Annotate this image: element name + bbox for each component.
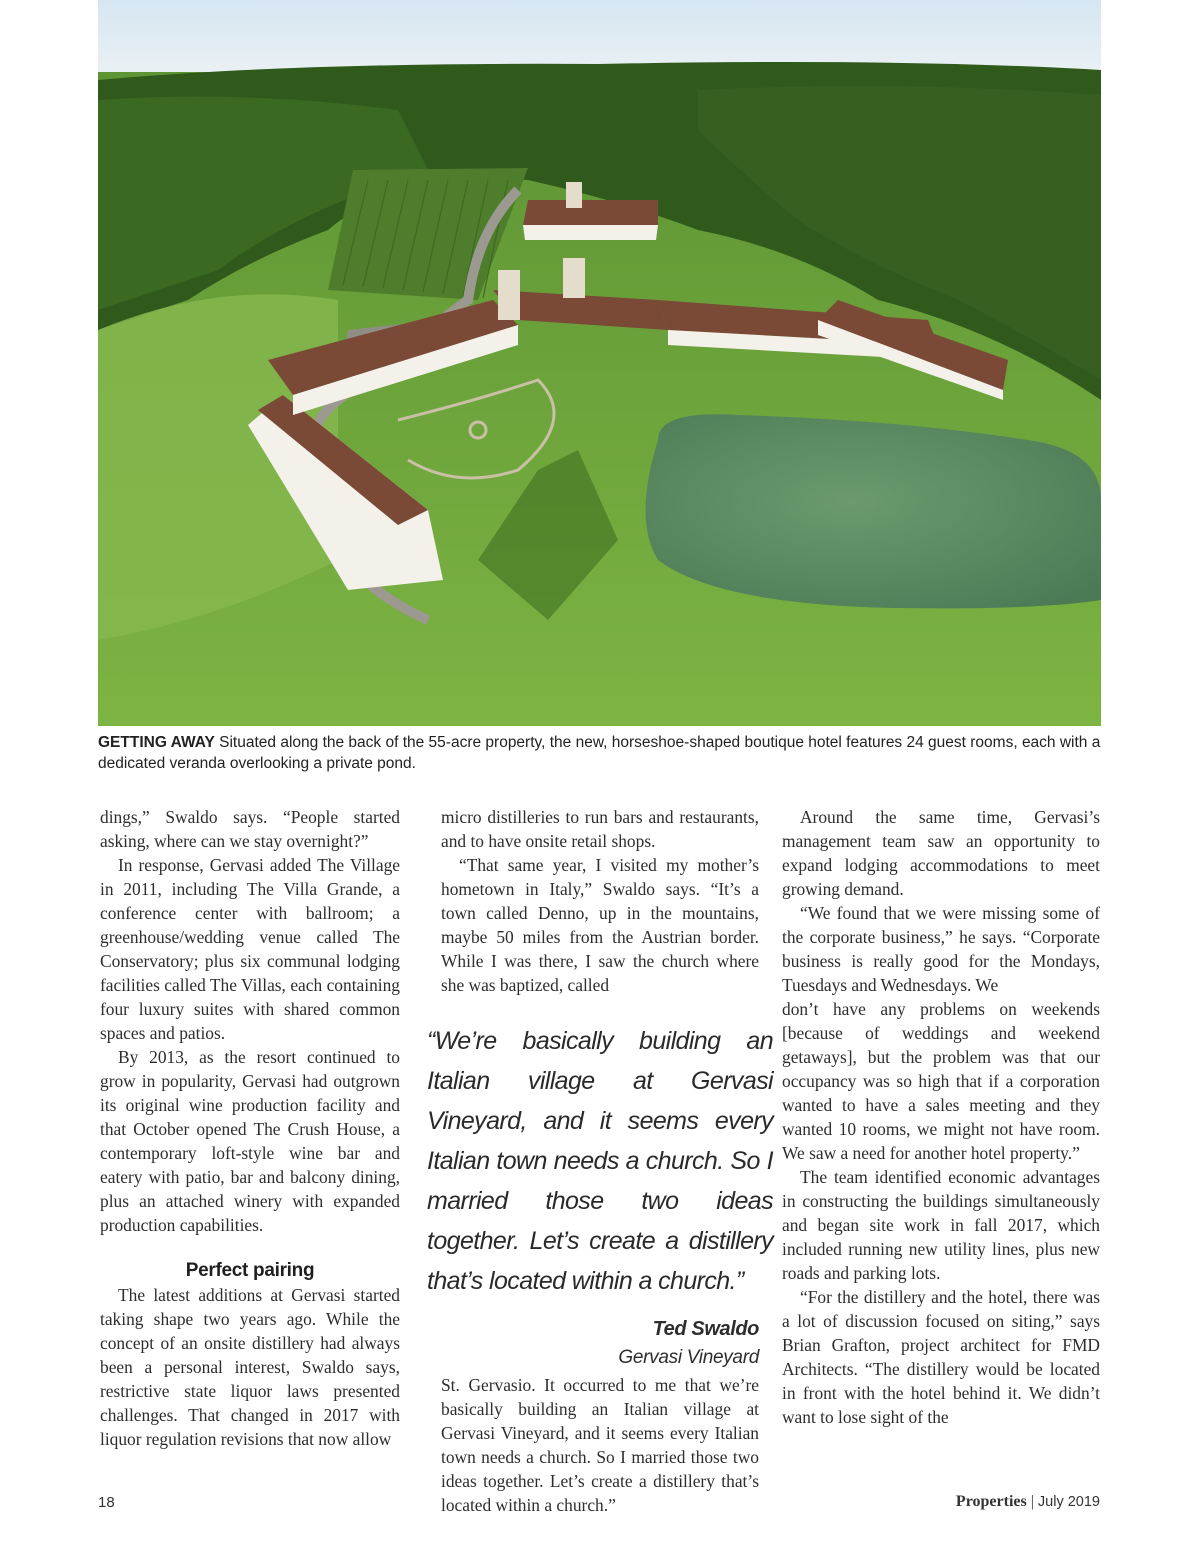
column-2 <box>427 805 773 1517</box>
paragraph: Around the same time, Gervasi’s management team saw an opportunity to expand lodging accommodations to meet growing demand. <box>782 807 1100 899</box>
caption-text: Situated along the back of the 55-acre property, the new, horseshoe-shaped boutique hotel features 24 guest rooms, each with a dedicated veranda overlooking a private pond. <box>98 734 1101 772</box>
paragraph: “We found that we were missing some of the corporate business,” he says. “Corporate business is really good for the Mondays, Tuesdays and Wednesdays. We <box>782 903 1100 995</box>
aerial-hotel-illustration <box>98 0 1101 726</box>
issue-date: July 2019 <box>1037 1494 1100 1510</box>
hero-photo <box>98 0 1101 726</box>
paragraph: By 2013, as the resort continued to grow in popularity, Gervasi had outgrown its original wine production facility and that October opened The Crush House, a contemporary loft-style wine bar and eatery with patio, bar and balcony dining, plus an attached winery with expanded production capabilities. <box>100 1047 400 1235</box>
photo-caption <box>98 732 1108 774</box>
pull-quote-author: Ted Swaldo <box>652 1318 759 1340</box>
pull-quote-organization: Gervasi Vineyard <box>618 1347 759 1368</box>
paragraph: “For the distillery and the hotel, there was a lot of discussion focused on siting,” says Brian Grafton, project architect for FMD Architects. “The distillery would be located in front with the hotel behind it. We didn’t want to lose sight of the <box>782 1287 1100 1427</box>
paragraph: The latest additions at Gervasi started taking shape two years ago. While the concept of an onsite distillery had always been a personal interest, Swaldo says, restrictive state liquor laws presented challenges. That changed in 2017 with liquor regulation revisions that now allow <box>100 1285 400 1449</box>
paragraph: In response, Gervasi added The Village in 2011, including The Villa Grande, a conference center with ballroom; a greenhouse/wedding venue called The Conservatory; plus six communal lodging facilities called The Villas, each containing four luxury suites with shared common spaces and patios. <box>100 855 400 1043</box>
paragraph: “That same year, I visited my mother’s hometown in Italy,” Swaldo says. “It’s a town called Denno, up in the mountains, maybe 50 miles from the Austrian border. While I was there, I saw the church where she was baptized, called <box>441 855 759 995</box>
paragraph: don’t have any problems on weekends [because of weddings and weekend getaways], but the problem was that our occupancy was so high that if a corporation wanted to have a sales meeting and they wanted 10 rooms, we might not have room. We saw a need for another hotel property.” <box>782 999 1100 1163</box>
column-1 <box>100 805 400 1451</box>
paragraph: St. Gervasio. It occurred to me that we’re basically building an Italian village at Gervasi Vineyard, and it seems every Italian town needs a church. So I married those two ideas together. Let’s create a distillery that’s located within a church.” <box>441 1375 759 1515</box>
magazine-brand: Properties <box>955 1493 1027 1510</box>
column-3 <box>782 805 1100 1429</box>
page-number: 18 <box>98 1494 115 1511</box>
magazine-footer <box>956 1493 1100 1511</box>
paragraph: The team identified economic advantages in constructing the buildings simultaneously and began site work in fall 2017, which included running new utility lines, plus new roads and parking lots. <box>782 1167 1100 1283</box>
paragraph: micro distilleries to run bars and restaurants, and to have onsite retail shops. <box>441 807 759 851</box>
caption-lead: GETTING AWAY <box>98 734 215 751</box>
footer-separator: | <box>1026 1493 1038 1510</box>
subhead: Perfect pairing <box>185 1260 315 1281</box>
paragraph: dings,” Swaldo says. “People started asking, where can we stay overnight?” <box>100 807 400 851</box>
pull-quote: “We’re basically building an Italian village at Gervasi Vineyard, and it seems every Italian town needs a church. So I married those two ideas together. Let’s create a distillery that’s located within a church.” <box>427 1027 773 1295</box>
pond <box>646 414 1102 608</box>
